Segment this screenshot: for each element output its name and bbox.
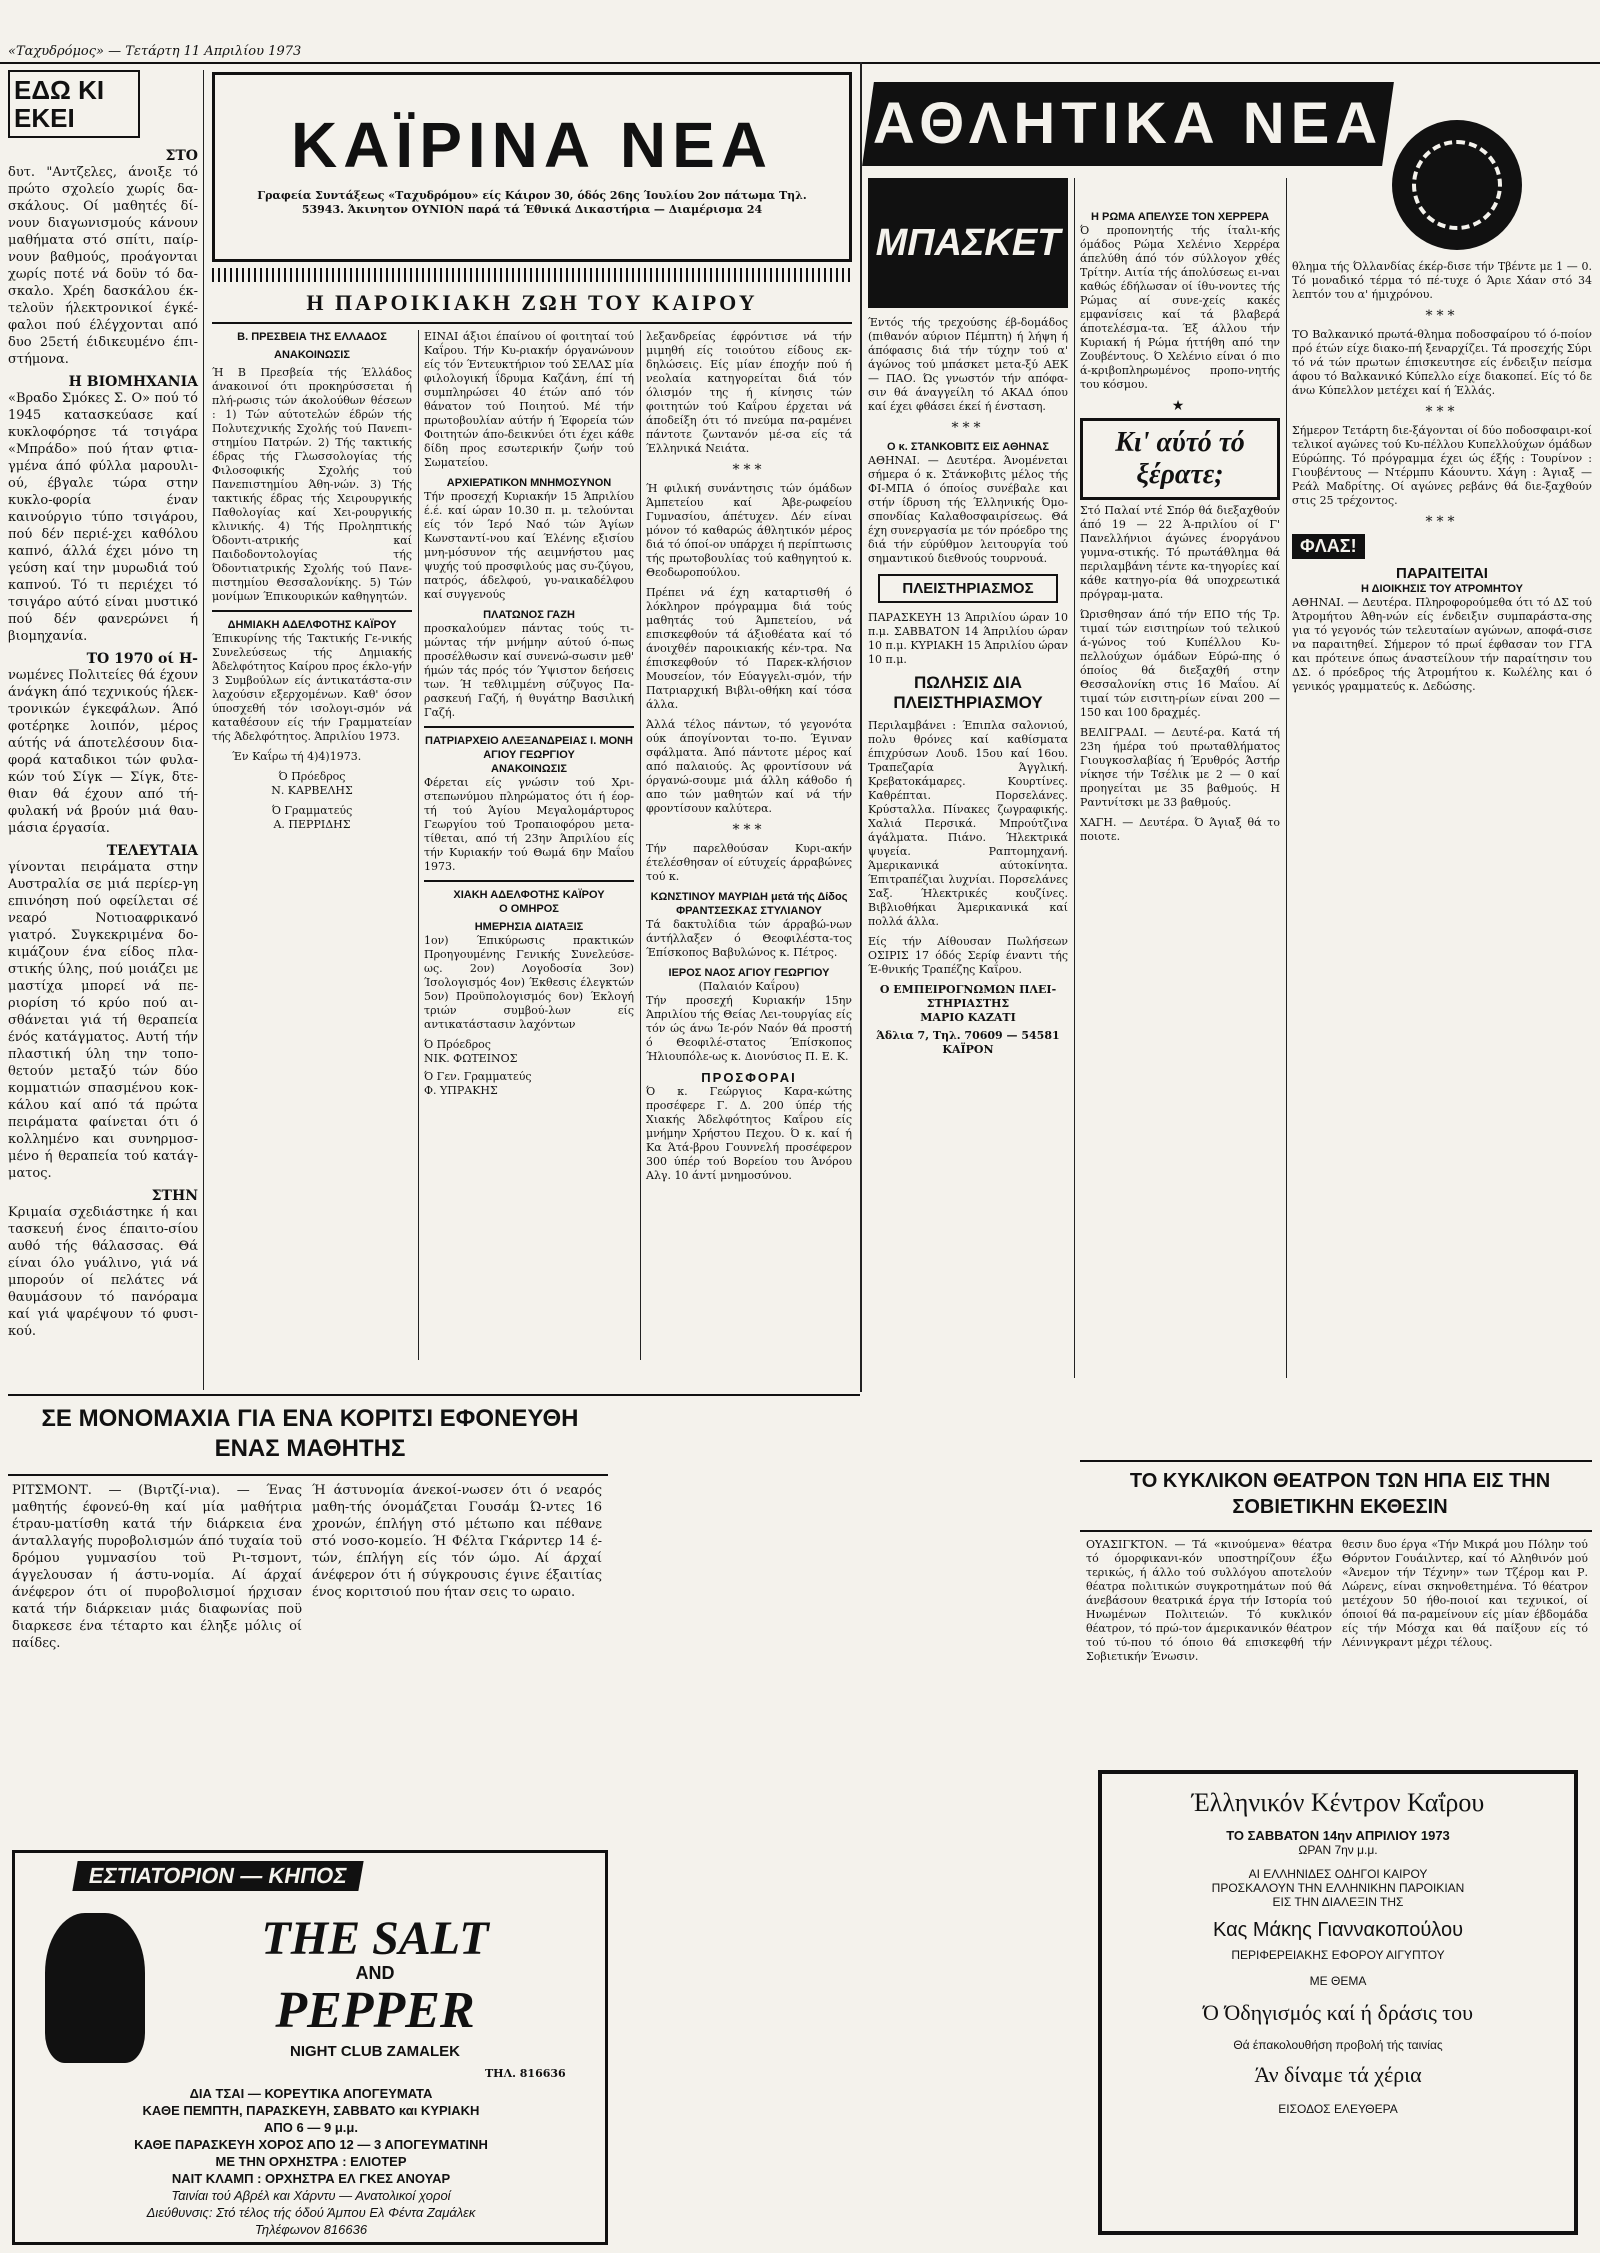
box-l2: ΩΡΑΝ 7ην μ.μ.: [1298, 1843, 1378, 1857]
a-date: Έν Καΐρω τή 4)4)1973.: [232, 750, 362, 763]
b-h2: ΠΑΤΡΙΑΡΧΕΙΟ ΑΛΕΞΑΝΔΡΕΙΑΣ Ι. ΜΟΝΗ ΑΓΙΟΥ ΓΕΩΡΓΙΟΥ: [425, 735, 633, 761]
xagh-body: ΧΑΓΗ. — Δευτέρα. Ό Άγιαξ θά το ποιοτε.: [1080, 816, 1280, 843]
masthead-rule: [212, 268, 852, 282]
rest-logo1: THE SALT: [261, 1912, 489, 1965]
sports-masthead: ΑΘΛΗΤΙΚΑ ΝΕΑ: [872, 91, 1384, 156]
b-h4: ΧΙΑΚΗ ΑΔΕΛΦΟΤΗΣ ΚΑΪΡΟΥ: [453, 889, 605, 901]
header-line: «Ταχυδρόμος» — Τετάρτη 11 Απριλίου 1973: [8, 44, 302, 59]
roma-body: Ό προπονητής τής ίταλι-κής όμάδος Ρώμα Χελένιο Χερρέρα άπελύθη άπό τόν σύλλογον χθές Τρίτην. Αιτία τής άπολύσεως ει-ναι καθώς έδήλωσαν οί ίθυ-νοντες τής Ρώμας αί συνε-χείς κακές εμφανίσεις καί τά βλαβερά άποτελέσμα-τα. Έξ άλλου τήν Κυριακή ή Ρώμα ήττήθη από την Ζουβέντους. Ό Χελένιο είναι ό πιο ά-κριβοπληρωμένος προπο-νητής του κόσμου.: [1080, 224, 1280, 391]
mono-col-2: [312, 1482, 602, 1842]
rest-logo3: PEPPER: [275, 1982, 475, 2039]
rule: [1080, 1460, 1592, 1462]
ktaut-title: Κι' αύτό τό ξέρατε;: [1080, 418, 1280, 500]
mono-body2: Ή άστυνομία άνεκοί-νωσεν ότι ό νεαρός μαθη-τής όνομάζεται Γουσάμ Ώ-ντες 16 χρονών, έπλήγη στό μέτωπο και πέθανε στό νοσο-κομείο. Ή Φέλτα Γκάρντερ 14 έ-τών, έπλήγη είς τόν ώμο. Αί άρχαί άνέφερον ότι ή σύγκρουσις έγινε έξαιτίας ένος κοριτσιού που ήταν σεις το ωραιο.: [312, 1483, 602, 1600]
c-body3: Πρέπει νά έχη καταρτισθή ό λόκληρον πρόγραμμα διά τούς μαθητάς τού Άμπετείου, νά επισκεφθούν τά άξιοθέατα καί τό άνοιχθέν παροικιακής κέν-τρα. Να έπισκεφθούν τό Παρεκ-κλήσιον Μουσείον, τόν Εύαγγελι-σμόν, τήν Πατριαρχική Βιβλι-οθήκη καί τόσα άλλα.: [646, 586, 852, 711]
right2: ΤΟ Βαλκανικό πρωτά-θλημα ποδοσφαίρου τό ό-ποίον πρό έτών είχε διακο-πή ξεναρχίζει. Τά προσεχής Σύρι τό νά τών πρωτων έπισκευτησε είς ένδειξιν πείσμα άφου τό Βαλκανικό Κύπελλο είχε διακοπεί. Είς τό δε άνω Κύπελλον μετέχει καί ή Έλλάς.: [1292, 328, 1592, 397]
a-h2: ΑΝΑΚΟΙΝΩΣΙΣ: [274, 349, 350, 361]
basket-body: Έντός τής τρεχούσης έβ-δομάδος (πιθανόν αύριον Πέμπτη) ή λήψη ή άπόφασις διά τήν τύχην τού α' άγώνος τού μπάσκετ μετα-ξύ ΑΕΚ — ΠΑΟ. Ώς γνωστόν τήν απόφα-σιν θά άναγγείλη τό ΑΚΑΔ όπου καί έχει φθάσει έκεί ή ένσταση.: [868, 316, 1068, 413]
kairina-masthead-box: [212, 72, 852, 262]
rest-l9: Τηλέφωνον 816636: [254, 2222, 368, 2237]
c-body2: Ή φιλική συνάντησις τών όμάδων Άμπετείου καί Άβε-ρωφείου Γυμνασίου, άπέτυχεν. Δέν είναι μόνον τό καθαρώς άθλητικόν μέρος διά τό όποί-ον υπάρχει ή περίπτωσις τής πρωτοβουλίας τού καθηγητού κ. Θεοδωροπούλου.: [646, 482, 852, 579]
c-body: λεξανδρείας έφρόντισε νά τήν μιμηθή είς τοιούτου είδους εκ-δηλώσεις. Είς μίαν έποχήν πού ή νεολαία κατηγορείται διά τόν όλισμόν της ή κίνησις τών φοιτητών τού Καΐρου έρχεται νά άποδείξη ότι τό πνεύμα πα-ραμένει πάντοτε ζωντανόν μέ-σα είς τά Έλληνικά Νειάτα.: [646, 330, 852, 455]
mono-col-1: [12, 1482, 302, 1842]
beligr-body: ΒΕΛΙΓΡΑΔΙ. — Δευτέ-ρα. Κατά τή 23η ήμέρα τού πρωταθλήματος Γιουγκοσλαβίας ή Έρυθρός Άστήρ νίκησε τήν Τσέλικ με 2 — 0 καί προηγείται με 35 βαθμούς. Η Ραντνίτσκι με 33 βαθμούς.: [1080, 726, 1280, 809]
sale-tel: Άδλια 7, Τηλ. 70609 — 54581 ΚΑΪΡΟΝ: [876, 1029, 1060, 1056]
p4-body: γίνονται πειράματα στην Αυστραλία σε μιά περίερ-γη επινόηση πού οφείλεται σέ νεαρό Νοτιοαφρικανό γιατρό. Συγκεκριμένα δο-κιμάζουν ένα είδος πλα-στικής ύλης, πού μοιάζει με μαστίχα μπορεί νά πε-ριορίση τό κρύο πού αι-σθάνεται γιά τή θεραπεία ένός κατάγματος. Αυτή τήν πλαστική ύλη την τοπο-θετούν μεταξύ τών δύο κομματιών σπασμένου κοκ-κάλου καί από τά πρώτα πειράματα φαίνεται ότι ό κολλημένο και συνηρμοσ-μένο ή θεραπεία τού κατάγ-ματος.: [8, 860, 198, 1181]
greek-centre-ad: [1098, 1770, 1578, 2235]
p3-lead: ΤΟ 1970 οί Η-: [86, 651, 198, 667]
stars-separator: ***: [951, 420, 985, 436]
theatre-col-2: [1342, 1538, 1588, 1758]
c-body8: Ό κ. Γεώργιος Καρα-κώτης προσέφερε Γ. Δ. 200 ύπέρ τής Χιακής Άδελφότητος Καΐρου είς μνήμην Χρήστου Πεχου. Ό κ. καί ή Κα Άτά-βρου Γουννελή προσέφερον 300 ύπέρ τού Βορείου του Άνόρου Αλγ. 10 άντί μνημοσύνου.: [646, 1085, 852, 1182]
ktaut-body: Στό Παλαί ντέ Σπόρ θά διεξαχθούν άπό 19 — 22 Ά-πριλίου οί Γ' Πανελλήνιοι άγώνες ένοργάνου γυμνα-στικής. Τό πρωτάθλημα θά περιλαμβάνη τέντε κα-τηγορίες καί κάθε κατηγο-ρία θά υποχρεωτικά πρόγραμ-ματα.: [1080, 504, 1280, 601]
roma-head: Η ΡΩΜΑ ΑΠΕΛΥΣΕ ΤΟΝ ΧΕΡΡΕΡΑ: [1090, 211, 1270, 223]
rule: [8, 1474, 608, 1476]
box-film: Άν δίναμε τά χέρια: [1254, 2062, 1422, 2087]
flash-label: ΦΛΑΣ!: [1292, 534, 1365, 559]
rest-sub: NIGHT CLUB ZAMALEK: [290, 2043, 460, 2060]
rule: [424, 880, 634, 882]
box-l9: ΕΙΣΟΔΟΣ ΕΛΕΥΘΕΡΑ: [1278, 2102, 1398, 2116]
sale-body: Περιλαμβάνει : Έπιπλα σαλονιού, πολυ θρόνες καί καθίσματα έπιχρύσων Λουδ. 15ου καί 16ου. Τραπεζαρία Άγγλική. Κρεβατοκάμαρες. Κουρτίνες. Καθρέπται. Πορσελάνες. Κρύσταλλα. Πίνακες ζωγραφικής. Χαλιά Περσικά. Μπρούτζινα άγάλματα. Πιάνο. Ήλεκτρικά ψυγεία. Ραπτομηχανή. Άμερικανικά αύτοκίνητα. Έπιτραπέζιαι λυχνίαι. Πορσελάνες Σαξ. Ήλεκτρικές κουζίνες. Βιβλιοθήκαι Άμερικανικά καί πολλά άλλα.: [868, 719, 1068, 928]
football-icon-pattern: [1412, 140, 1502, 230]
rest-info: [25, 2085, 597, 2238]
c-h2: ΠΡΟΣΦΟΡΑΙ: [701, 1070, 797, 1085]
rest-l2: ΚΑΘΕ ΠΕΜΠΤΗ, ΠΑΡΑΣΚΕΥΗ, ΣΑΒΒΑΤΟ και ΚΥΡΙΑΚΗ: [142, 2103, 480, 2118]
mask-icon: [45, 1913, 145, 2063]
p2-body: «Βραδο Σμόκες Σ. Ο» πού τό 1945 κατασκεύασε καί κυκλοφόρησε τά τσιγάρα «Μπράδο» πού ήταν φτια-γμένα άπό φύλλα μαρουλι-ού, έβγαλε τώρα στην κυκλο-φορία έναν καινούργιο τύπο τσιγάρου, πού δέν περιέ-χει καθόλου καπνό, άλλά έχει μόνο τη γεύση καί την μυρωδιά τού καπνού. Τό τι περιέχει τό τσιγάρο αύτό είναι μυστικό πού δέν φανερώνει ή βιομηχανία.: [8, 391, 198, 644]
divider: [418, 330, 419, 1360]
flash-h2: Η ΔΙΟΙΚΗΣΙΣ ΤΟΥ ΑΤΡΟΜΗΤΟΥ: [1361, 583, 1523, 595]
sale-sign: Ο ΕΜΠΕΙΡΟΓΝΩΜΩΝ ΠΛΕΙ-ΣΤΗΡΙΑΣΤΗΣ ΜΑΡΙΟ ΚΑΖΑΤΙ: [879, 983, 1057, 1024]
flash-body: ΑΘΗΝΑΙ. — Δευτέρα. Πληροφορούμεθα ότι τό ΔΣ τού Άτρομήτου Άθη-νών είς ένδειξιν συμπαράστα-σης για τό γεγονός τών τελευταίων αγώνων, αποφά-σισε να παραιτηθεί. Σήμερον τό πρωί έφθασαν τον ΓΓΑ και πρότεινε όπως άναστείλουν τήν παραίτησιν του ΔΣ. ό πρόεδρος τής Άτρομήτου κ. Κωλέλης και ό γενικός γραμματεύς κ. Δεδώσης.: [1292, 596, 1592, 693]
a-body: Ή Β Πρεσβεία τής Έλλάδος άνακοινοί ότι προκηρύσσεται ή πλή-ρωσις τών άκολούθων θέσεων : 1) Τών αύτοτελών έδρών τής Πολυτεχνικής Σχολής τού Πανεπι-στημίου Πατρών. 2) Τής τακτικής έδρας τής Γλωσσολογίας τής Φιλοσοφικής Σχολής τού Πανεπιστημίου Άθη-νών. 3) Τής τακτικής έδρας τής Χειρουργικής Παθολογίας καί Χει-ρουργικής κλινικής. 4) Τής Προληπτικής Όδοντι-ατρικής καί Παιδοδοντολογίας τής Όδοντιατρικής Σχολής τού Πανε-πιστημίου Θεσσαλονίκης. 5) Τών μονίμων Έπικουρικών καθηγητών.: [212, 366, 412, 603]
sports-col-1: [868, 178, 1068, 1378]
c-h1b: (Παλαιόν Καΐρου): [698, 980, 800, 993]
p3-body: νωμένες Πολιτείες θά έχουν άνάγκη άπό τεχνικούς ήλεκ-τρονικών έγκεφάλων. Άπό φοτέρηκε λοιπόν, μέρος αύτής νά άποτελέσουν δια-φορά καταδικοι τών φυλα-κών τού Σίγκ — Σίγκ, δτε-θιαν θά έχουν από τή-φυλακή νά βρούν μιά θαυ-μάσια έργασία.: [8, 668, 198, 836]
stank-head: Ο κ. ΣΤΑΝΚΟΒΙΤΣ ΕΙΣ ΑΘΗΝΑΣ: [887, 441, 1049, 453]
sports-col-3: [1292, 260, 1592, 1380]
a-sig2: Ό Γραμματεύς Α. ΠΕΡΡΙΔΗΣ: [271, 804, 353, 831]
box-l7: ΜΕ ΘΕΜΑ: [1309, 1974, 1367, 1988]
c-h1: ΙΕΡΟΣ ΝΑΟΣ ΑΓΙΟΥ ΓΕΩΡΓΙΟΥ: [668, 967, 830, 979]
box-l3: ΑΙ ΕΛΛΗΝΙΔΕΣ ΟΔΗΓΟΙ ΚΑΙΡΟΥ: [1248, 1867, 1428, 1881]
stars-separator: ***: [732, 822, 766, 838]
box-name: Κας Μάκης Γιαννακοπούλου: [1212, 1919, 1464, 1941]
b-sig2: Ό Γεν. Γραμματεύς Φ. ΥΠΡΑΚΗΣ: [424, 1070, 532, 1097]
top-divider: [0, 62, 1600, 64]
section-title: Η ΠΑΡΟΙΚΙΑΚΗ ΖΩΗ ΤΟΥ ΚΑΙΡΟΥ: [306, 290, 758, 315]
theatre-headline: ΤΟ ΚΥΚΛΙΚΟΝ ΘΕΑΤΡΟΝ ΤΩΝ ΗΠΑ ΕΙΣ ΤΗΝ ΣΟΒΙΕΤΙΚΗΝ ΕΚΘΕΣΙΝ: [1129, 1470, 1551, 1518]
basket-title: ΜΠΑΣΚΕΤ: [868, 178, 1068, 308]
p5-lead: ΣΤΗΝ: [151, 1188, 198, 1204]
p1-body: δυτ. "Αντζελες, άνοιξε τό πρώτο σχολείο χωρίς δα-σκάλους. Οί μαθητές δί-νουν διαγωνισμούς κάνουν μαθήματα στό σπίτι, παίρ-νουν βαθμούς, προάγονται χωρίς ποτέ νά δοϋν τό δα-σκαλο. Χρέη δασκάλου έκ-τελοϋν ήλεκτρονικοί έγκέ-φαλοι πού έλέγχονται από δυο 25ετή έιδικευμένο έπι-στήμονα.: [8, 165, 198, 367]
flash-h1: ΠΑΡΑΙΤΕΙΤΑΙ: [1396, 565, 1488, 582]
b-sig1: Ό Πρόεδρος ΝΙΚ. ΦΩΤΕΙΝΟΣ: [424, 1038, 518, 1065]
right3: Σήμερον Τετάρτη διε-ξάγονται οί δύο ποδοσφαιρι-κοί τελικοί αγώνες τού Κυ-πέλλου Κυπελλούχων όμάδων Εύρώπης. Τό πρόγραμμα έχει ώς έξής : Τουρίνον : Γιουβέντους — Ντέρμπυ Κάουντυ. Χάγη : Άγιαξ — Ρεάλ Μαδρίτης. Οί αγώνες ρεβάνς θά διε-ξαχθούν στις 25 τρέχοντος.: [1292, 424, 1592, 507]
kairina-masthead: ΚΑΪΡΙΝΑ ΝΕΑ: [290, 109, 774, 181]
rest-l1: ΔΙΑ ΤΣΑΙ — ΚΟΡΕΥΤΙΚΑ ΑΠΟΓΕΥΜΑΤΑ: [189, 2086, 433, 2101]
box-l4: ΠΡΟΣΚΑΛΟΥΝ ΤΗΝ ΕΛΛΗΝΙΚΗΝ ΠΑΡΟΙΚΙΑΝ: [1211, 1881, 1465, 1895]
p4-lead: ΤΕΛΕΥΤΑΙΑ: [106, 843, 198, 859]
b-body2: Τήν προσεχή Κυριακήν 15 Άπριλίου έ.έ. καί ώραν 10.30 π. μ. τελούνται είς τόν Ίερό Ναό τών Άγίων Κωνσταντί-νου καί Έλένης εξισίου μνη-μόσυνον τής αειμνήστου μας ψυχής τού προσφιλούς μας συ-ζύγου, πατρός, άδελφού, γυ-ναικαδέλφου καί συγγενούς: [424, 490, 634, 601]
box-l1: ΤΟ ΣΑΒΒΑΤΟΝ 14ην ΑΠΡΙΛΙΟΥ 1973: [1226, 1828, 1450, 1843]
rest-l6: ΝΑΙΤ ΚΛΑΜΠ : ΟΡΧΗΣΤΡΑ ΕΛ ΓΚΕΣ ΑΝΟΥΑΡ: [171, 2171, 451, 2186]
stars-separator: ***: [1425, 404, 1459, 420]
b-h5: Ο ΟΜΗΡΟΣ: [499, 903, 559, 915]
kairina-office: Γραφεία Συντάξεως «Ταχυδρόμου» είς Κάιρον 30, όδός 26ης Ίουλίου 2ον πάτωμα Τηλ. 53943. Άκινητον ΟΥΝΙΟΝ παρά τά Έθνικά Δικαστήρια — Διαμέρισμα 24: [257, 189, 807, 216]
c-body5: Τήν παρελθούσαν Κυρι-ακήν έτελέσθησαν οί εύτυχείς άρραβώνες τού κ.: [646, 842, 852, 883]
p2-lead: Η ΒΙΟΜΗΧΑΝΙΑ: [68, 374, 198, 390]
c-names: ΚΩΝΣΤΙΝΟΥ ΜΑΥΡΙΔΗ μετά τής Δίδος ΦΡΑΝΤΣΕΣΚΑΣ ΣΤΥΛΙΑΝΟΥ: [650, 891, 848, 917]
kairina-col-c: [646, 330, 852, 1360]
rest-l7: Ταινίαι τού Αβρέλ και Χάρντυ — Ανατολικοί χοροί: [171, 2188, 451, 2203]
box-l8: Θά έπακολουθήση προβολή τής ταινίας: [1233, 2038, 1443, 2052]
b-body3: προσκαλούμεν πάντας τούς τι-μώντας τήν μνήμην αύτού ό-πως προσέλθωσιν καί συνενώ-σωσιν μεθ' ήμών τάς πρός τόν Ύψιστον δεήσεις των. Ή τεθλιμμένη σύζυγος Πα-ρασκευή Γαζή, ή θυγάτηρ Βασιλική Γαζή.: [424, 622, 634, 719]
c-body7: Τήν προσεχή Κυριακήν 15ην Άπριλίου τής Θείας Λει-τουργίας είς τόν ώς άνω Ίε-ρόν Ναόν θά προστή ό Θεοφιλέ-στατος Έπίσκοπος Ήλιουπόλε-ως κ. Διονύσιος Π. Ε. Κ.: [646, 994, 852, 1063]
b-h3: ΑΝΑΚΟΙΝΩΣΙΣ: [491, 763, 567, 775]
sports-col-2: [1080, 210, 1280, 1380]
a-body2: Έπικυρίνης τής Τακτικής Γε-νικής Συνελεύσεως τής Δημιακής Άδελφότητος Καίρου προς έκλο-γήν 3 Συμβούλων είς άντικατάστα-σιν λαχούσιν εξερχομένων. Καθ' όσον ύποσχεθή τόν ισολογι-σμόν νά καταθέσουν είς τήν Γραμματείαν τής Άδελφότητος. Άπριλίου 1973.: [212, 632, 412, 743]
rest-title: ΕΣΤΙΑΤΟΡΙΟΝ — ΚΗΠΟΣ: [72, 1861, 363, 1891]
kairina-col-b: [424, 330, 634, 1350]
stank-body: ΑΘΗΝΑΙ. — Δευτέρα. Άνομένεται σήμερα ό κ. Στάνκοβιτς μέλος τής ΦΙ-ΜΠΑ ό όποίος συνέβαλε και στήν ίδρυση τής Έλληνικής Όμο-σπονδίας Καλαθοσφαιρίσεως. Θά έχη συνεργασία με τόν πρόεδρο της διά τήν εύρύθμον λειτουργία τού σημαντικού διεθνούς τουρνουά.: [868, 454, 1068, 565]
b-name: ΠΛΑΤΩΝΟΣ ΓΑΖΗ: [483, 609, 575, 621]
rest-tel: ΤΗΛ. 816636: [485, 2067, 566, 2080]
sale-addr: Είς τήν Αίθουσαν Πωλήσεων ΟΣΙΡΙΣ 17 όδός Σερίφ έναντι τής Έ-θνικής Τραπέζης Καΐρου.: [868, 935, 1068, 976]
restaurant-ad: [12, 1850, 608, 2245]
c-body6: Τά δακτυλίδια τών άρραβώ-νων άντήλλαξεν ό Θεοφιλέστα-τος Έπίσκοπος Βαβυλώνος κ. Πέτρος.: [646, 918, 852, 959]
rest-logo2: AND: [355, 1963, 395, 1983]
right1: θλημα τής Όλλανδίας έκέρ-δισε τήν Τβέντε με 1 — 0. Τό μοναδικό τέρμα τό πέ-τυχε ό Άριε Χάαν στό 34 λεπτόν του α' ήμιχρόνου.: [1292, 260, 1592, 301]
stars-separator: ***: [732, 462, 766, 478]
b-h6: ΗΜΕΡΗΣΙΑ ΔΙΑΤΑΞΙΣ: [474, 921, 584, 933]
divider: [1286, 178, 1287, 1378]
stars-separator: ***: [1425, 308, 1459, 324]
star-icon: ★: [1171, 398, 1189, 414]
theatre-body2: θεσιν δυο έργα «Τήν Μικρά μου Πόλην τού Θόρντον Γουάιλντερ, καί τό Αληθινόν μού «Άνεμον τήν Τέχνην» των Τζέρομ και Ρ. Λώρενς, είναι σκηνοθετημένα. Τό θέατρον μετέχουν 50 ήθο-ποιοί και τεχνικοί, οί όποιοί θά πα-ραμείνουν είς μίαν έβδομάδα είς τήν Μόσχα και θά παίξουν είς τό Λένινγκραντ μέχρι τέλους.: [1342, 1538, 1588, 1649]
b-h1: ΑΡΧΙΕΡΑΤΙΚΟΝ ΜΝΗΜΟΣΥΝΟΝ: [446, 477, 612, 489]
monomachia-headline: ΣΕ ΜΟΝΟΜΑΧΙΑ ΓΙΑ ΕΝΑ ΚΟΡΙΤΣΙ ΕΦΟΝΕΥΘΗ ΕΝΑΣ ΜΑΘΗΤΗΣ: [41, 1405, 579, 1462]
rest-l5: ΜΕ ΤΗΝ ΟΡΧΗΣΤΡΑ : ΕΛΙΟΤΕΡ: [215, 2154, 407, 2169]
rule: [424, 726, 634, 728]
b-body: ΕΙΝΑΙ άξιοι έπαίνου οί φοιτηταί τού Καΐρου. Τήν Κυ-ριακήν όργανώνουν είς τόν Έντευκτήριον τού ΣΕΛΑΣ μία φιλολογική ΐδρυμα Καζάνη, έπί τή συμπληρώσει 40 έτών από τόν θάνατον τού Ποιητού. Μέ τήν πρωτοβουλίαν αύτήν ή Έφορεία τών Φοιτητών άπο-δεικνύει ότι έχει κάθε δίδη προς εσωτερικήν ζωήν τού Σωματείου.: [424, 330, 634, 469]
divider: [203, 70, 204, 1390]
box-l5: ΕΙΣ ΤΗΝ ΔΙΑΛΕΞΙΝ ΤΗΣ: [1272, 1895, 1404, 1909]
box-l6: ΠΕΡΙΦΕΡΕΙΑΚΗΣ ΕΦΟΡΟΥ ΑΙΓΥΠΤΟΥ: [1231, 1948, 1445, 1962]
p1-lead: ΣΤΟ: [165, 148, 198, 164]
rule: [1080, 1530, 1592, 1532]
euro-body: Ώρισθησαν άπό τήν ΕΠΟ τής Τρ. τιμαί τών εισιτηρίων τού τελικού ά-γώνος τού Κυπέλλου Κυ-πελλούχων όμάδων Εύρώ-πης ό όποίος θά διεξαχθή στην Θεσσαλονίκη στις 16 Μαΐου. Αί τιμαί τών εισιτη-ρίων είναι 200 — 150 και 100 δραχμές.: [1080, 608, 1280, 719]
rest-l4: ΚΑΘΕ ΠΑΡΑΣΚΕΥΗ ΧΟΡΟΣ ΑΠΟ 12 — 3 ΑΠΟΓΕΥΜΑΤΙΝΗ: [134, 2137, 488, 2152]
mono-body1: ΡΙΤΣΜΟΝΤ. — (Βιρτζί-νια). — Ένας μαθητής έφονεύ-θη καί μία μαθήτρια έτραυ-ματίσθη κατά τήν διάρκεια ένα άνταλλαγής πυροβολισμών άπό τυχαία τοϋ δρόμου γυμνασίου τοϋ Ρι-τσμοντ, άγγελουσαν ή άστυ-νομία. Αί άρχαί άνέφερον ότι οί πυροβολισμοί ήρχισαν κατά τήν διάρκειαν μιάς διαφωνίας ποϋ διαρκεσε ένα τέταρτο και έληξε μόλις οί παίδες.: [12, 1483, 302, 1651]
theatre-body1: ΟΥΑΣΙΓΚΤΟΝ. — Τά «κινούμενα» θέατρα τό όμορφικανι-κόν υποστηρίζουν έξω τερικώς, ή άλλο τού συλλόγου αποτελούν θέατρα πολιτικών συγκροτημάτων πού θά άνεβάσουν θεατρικά έργα τήν Ιστορία τού Ηνωμένων Πολιτειών. Τό κυκλικόν θέατρον, τό πρώ-τον άμερικανικόν θέατρον τού τύ-που τό όποιο θά επισκεφθή τήν Σοβιετικήν Ένωσιν.: [1086, 1538, 1332, 1663]
edo-title: ΕΔΩ ΚΙ ΕΚΕΙ: [8, 70, 140, 138]
kairina-col-a: [212, 330, 412, 1350]
stars-separator: ***: [1425, 514, 1459, 530]
divider: [860, 62, 862, 1392]
a-sig1: Ό Πρόεδρος Ν. ΚΑΡΒΕΛΗΣ: [271, 770, 353, 797]
a-h3: ΔΗΜΙΑΚΗ ΑΔΕΛΦΟΤΗΣ ΚΑΪΡΟΥ: [227, 619, 397, 631]
a-h1: Β. ΠΡΕΣΒΕΙΑ ΤΗΣ ΕΛΛΑΔΟΣ: [237, 331, 387, 343]
rule: [8, 1394, 860, 1396]
divider: [1074, 178, 1075, 1378]
b-body4: Φέρεται είς γνώσιν τού Χρι-στεπωνύμου πληρώματος ότι ή έορ-τή τού Άγίου Μεγαλομάρτυρος Γεωργίου τού Τροπαιοφόρου μετα-τίθεται, από τή 23ην Άπριλίου είς τήν Κυριακήν τού Θωμά 6ην Μαΐου 1973.: [424, 776, 634, 873]
rule: [212, 610, 412, 612]
divider: [640, 330, 641, 1360]
section-rule: [212, 322, 852, 324]
rest-l3: ΑΠΟ 6 — 9 μ.μ.: [264, 2120, 358, 2135]
box-theme: Ό Όδηγισμός καί ή δράσις του: [1202, 2000, 1474, 2025]
theatre-col-1: [1086, 1538, 1332, 1758]
c-body4: Άλλά τέλος πάντων, τό γεγονότα ούκ άπογίνονται το-πο. Έγιναν σφάλματα. Άπό πάντοτε μέρος καί από παλαιούς. Άς φροντίσουν νά όργανώ-σουμε μιά άλλη κάθοδο ή απο τών μαθητών καί νά τήν φροντίσουν καλύτερα.: [646, 718, 852, 815]
pleist-head: ΠΛΕΙΣΤΗΡΙΑΣΜΟΣ: [878, 574, 1058, 603]
b-agenda: 1ον) Έπικύρωσις πρακτικών Προηγουμένης Γενικής Συνελεύσε-ως. 2ον) Λογοδοσία 3ον) Ίσολογισμός 4ον) Έκθεσις έλεγκτών 5ον) Προϋπολογισμός 6ον) Έκλογή τριών συμβού-λων είς αντικατάστασιν λαχόντων: [424, 934, 634, 1031]
column-edo-ki-ekei: [8, 70, 198, 1350]
box-title: Έλληνικόν Κέντρον Καΐρου: [1191, 1788, 1485, 1817]
pleist-body: ΠΑΡΑΣΚΕΥΗ 13 Άπριλίου ώραν 10 π.μ. ΣΑΒΒΑΤΟΝ 14 Άπριλίου ώραν 10 π.μ. ΚΥΡΙΑΚΗ 15 Άπριλίου ώραν 10 π.μ.: [868, 611, 1068, 666]
p5-body: Κριμαία σχεδιάστηκε ή και τασκευή ένος έπαιτο-σίου αυθό τής θάλασσας. Θά είναι όλο γυάλινο, γιά νά μπορούν οί πελάτες νά θαυμάσουν τό πανόραμα καί γιά ψαρέψουν τό φυσι-κού.: [8, 1205, 198, 1339]
sale-head: ΠΩΛΗΣΙΣ ΔΙΑ ΠΛΕΙΣΤΗΡΙΑΣΜΟΥ: [893, 673, 1043, 712]
rest-l8: Διεύθυνσις: Στό τέλος τής όδού Άμπου Ελ Φέντα Ζαμάλεκ: [146, 2205, 476, 2220]
